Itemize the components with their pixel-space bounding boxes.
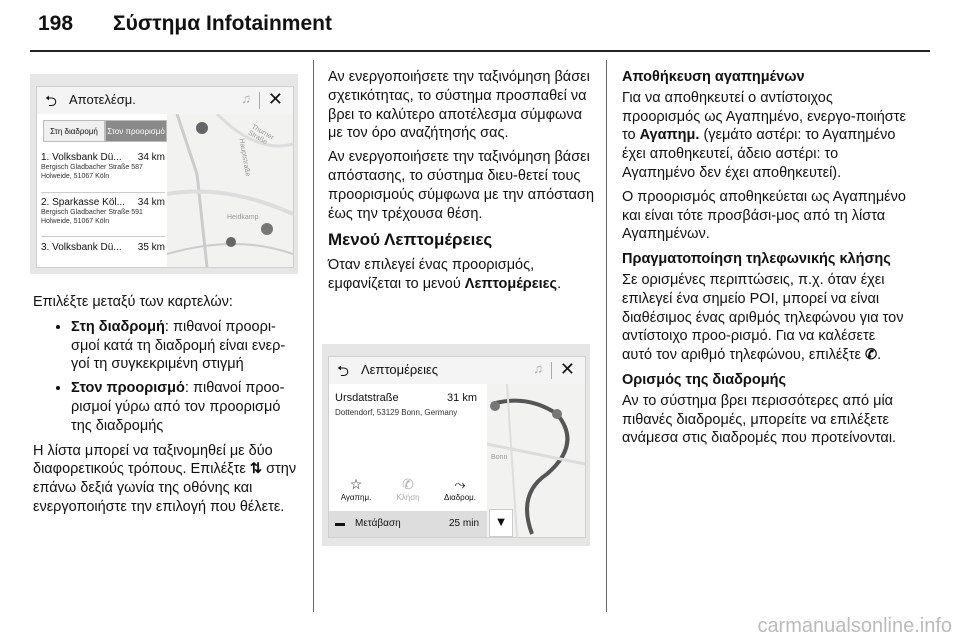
sort-paragraph (33, 442, 303, 517)
phone-icon: ✆ (402, 476, 414, 492)
call-button[interactable] (383, 476, 433, 502)
column-1 (33, 293, 303, 522)
screen-title: Λεπτομέρειες (361, 362, 439, 377)
text: Για να αποθηκευτεί ο αντίστοιχος προορισμός ως Αγαπημένο, ενεργο-ποιήστε το (622, 89, 906, 144)
result-address: Bergisch Gladbacher Straße 587 (41, 164, 143, 171)
result-address: Bergisch Gladbacher Straße 591 (41, 209, 143, 216)
route-time: 25 min (448, 518, 479, 529)
music-icon[interactable]: ♫ (241, 91, 251, 106)
relevance-paragraph: Αν ενεργοποιήσετε την ταξινόμηση βάσει σχετικότητας, το σύστημα προσπαθεί να βρει το καλύτερο αποτέλεσμα σύμφωνα με τον όρο αναζήτησής σας. (328, 69, 590, 142)
car-icon: ▬ (335, 518, 345, 529)
route-paragraph: Αν το σύστημα βρει περισσότερες από μία πιθανές διαδρομές, μπορείτε να επιλέξετε ανάμεσα στις διαδρομές που προτείνονται. (622, 392, 897, 447)
map-label: Thurner Straße (246, 123, 275, 147)
title-bar (329, 357, 585, 385)
list-divider (41, 192, 165, 193)
list-divider (41, 236, 165, 237)
results-tabs (43, 120, 167, 142)
term: Στη διαδρομή (71, 318, 165, 335)
title-bar-separator (551, 362, 552, 379)
result-name: 2. Sparkasse Köl... (41, 197, 125, 208)
page-title: Σύστημα Infotainment (113, 12, 332, 35)
term: Στον προορισμό (71, 380, 185, 397)
list-item (71, 318, 303, 374)
result-distance: 34 km (137, 152, 165, 163)
go-label: Μετάβαση (355, 518, 401, 529)
intro-text: Επιλέξτε μεταξύ των καρτελών: (33, 294, 233, 310)
call-paragraph (622, 271, 908, 365)
description: : πιθανοί προο-ρισμοί γύρω από τον προορισμό της διαδρομής (71, 380, 285, 434)
result-distance: 34 km (137, 197, 165, 208)
title-bar-separator (259, 92, 260, 109)
details-panel (329, 384, 487, 537)
term: Λεπτομέρειες (464, 275, 558, 292)
text: Όταν επιλεγεί ένας προορισμός, εμφανίζεται το μενού (328, 257, 535, 292)
location-pin-icon[interactable]: ▼ (489, 509, 513, 537)
details-screenshot (322, 344, 590, 546)
title-bar (37, 87, 293, 115)
button-label: Αγαπημ. (340, 493, 372, 502)
list-item[interactable] (41, 152, 165, 181)
close-icon[interactable]: ✕ (267, 89, 283, 109)
details-paragraph (328, 256, 596, 294)
column-divider (313, 60, 314, 612)
go-button[interactable] (329, 511, 487, 537)
header-rule (30, 50, 930, 52)
description: : πιθανοί προορι-σμοί κατά τη διαδρομή είναι ενερ-γοί τη συγκεκριμένη στιγμή (71, 318, 286, 373)
details-screen (328, 356, 586, 538)
list-item (71, 379, 303, 435)
close-icon[interactable]: ✕ (559, 359, 575, 379)
column-3 (622, 68, 908, 453)
destination-distance: 31 km (447, 392, 477, 404)
favourites-saved-paragraph: Ο προορισμός αποθηκεύεται ως Αγαπημένο και είναι τότε προσβάσι-μος από τη λίστα Αγαπημένων. (622, 188, 906, 243)
favourites-paragraph (622, 89, 908, 183)
list-item[interactable] (41, 242, 165, 253)
destination-address: Dottendorf, 53129 Bonn, Germany (335, 408, 458, 417)
column-2 (328, 68, 596, 299)
results-list (37, 114, 167, 267)
section-heading: Μενού Λεπτομέρειες (328, 230, 493, 250)
map-label: Heidkamp (227, 214, 259, 221)
term: Αγαπημ. (639, 127, 700, 144)
text: . (557, 275, 562, 292)
tab-list (33, 318, 303, 436)
text: Σε ορισμένες περιπτώσεις, π.χ. όταν έχει επιλεγεί ένα σημείο POI, μπορεί να είναι διαθέσιμος ένας αριθμός τηλεφώνου για τον αντίστοιχο προο-ρισμό. Για να καλέσετε αυτό τον αριθμό τηλεφώνου, επιλέξτε (622, 271, 904, 364)
destination-name: Ursdatstraße (335, 392, 399, 404)
result-name: 3. Volksbank Dü... (41, 242, 122, 253)
text: στην επάνω δεξιά γωνία της οθόνης και ενεργοποιήστε την επιλογή που θέλετε. (33, 461, 297, 515)
result-distance: 35 km (137, 242, 165, 253)
result-name: 1. Volksbank Dü... (41, 152, 122, 163)
text: Η λίστα μπορεί να ταξινομηθεί με δύο διαφορετικούς τρόπους. Επιλέξτε (33, 442, 273, 478)
text: (γεμάτο αστέρι: το Αγαπημένο έχει αποθηκευτεί, άδειο αστέρι: το Αγαπημένο δεν έχει αποθηκευτεί). (622, 127, 896, 181)
route-icon: ⤳ (454, 476, 466, 492)
page-number: 198 (38, 12, 74, 35)
list-item[interactable] (41, 197, 165, 226)
section-heading: Πραγματοποίηση τηλεφωνικής κλήσης (622, 251, 891, 268)
back-arrow-icon[interactable]: ⮌ (337, 363, 350, 380)
screen-title: Αποτελέσμ. (69, 92, 136, 107)
column-divider (606, 60, 607, 612)
back-arrow-icon[interactable]: ⮌ (45, 93, 58, 110)
tab-on-route[interactable]: Στη διαδρομή (43, 120, 105, 142)
watermark: carmanualsonline.info (757, 615, 952, 637)
button-label: Διαδρομ. (443, 493, 477, 502)
music-icon[interactable]: ♫ (533, 361, 543, 376)
sort-icon: ⇅ (249, 461, 263, 478)
button-label: Κλήση (396, 493, 420, 502)
text: . (877, 347, 882, 364)
favourite-button[interactable] (331, 476, 381, 502)
map-view[interactable] (167, 114, 293, 267)
star-icon: ☆ (349, 476, 363, 492)
results-screenshot (30, 74, 298, 274)
tab-at-destination[interactable]: Στον προορισμό (105, 120, 167, 142)
section-heading: Αποθήκευση αγαπημένων (622, 69, 805, 85)
result-address: Holweide, 51067 Köln (41, 173, 110, 180)
map-label: Bonn (491, 454, 508, 461)
route-button[interactable] (435, 476, 485, 502)
results-screen (36, 86, 294, 268)
distance-paragraph: Αν ενεργοποιήσετε την ταξινόμηση βάσει απόστασης, το σύστημα διευ-θετεί τους προορισμούς σύμφωνα με την απόσταση έως την τρέχουσα θέση. (328, 149, 595, 222)
result-address: Holweide, 51067 Köln (41, 218, 110, 225)
phone-icon: ✆ (865, 347, 878, 364)
map-label: Hauptstraße (237, 137, 252, 178)
section-heading: Ορισμός της διαδρομής (622, 371, 787, 388)
